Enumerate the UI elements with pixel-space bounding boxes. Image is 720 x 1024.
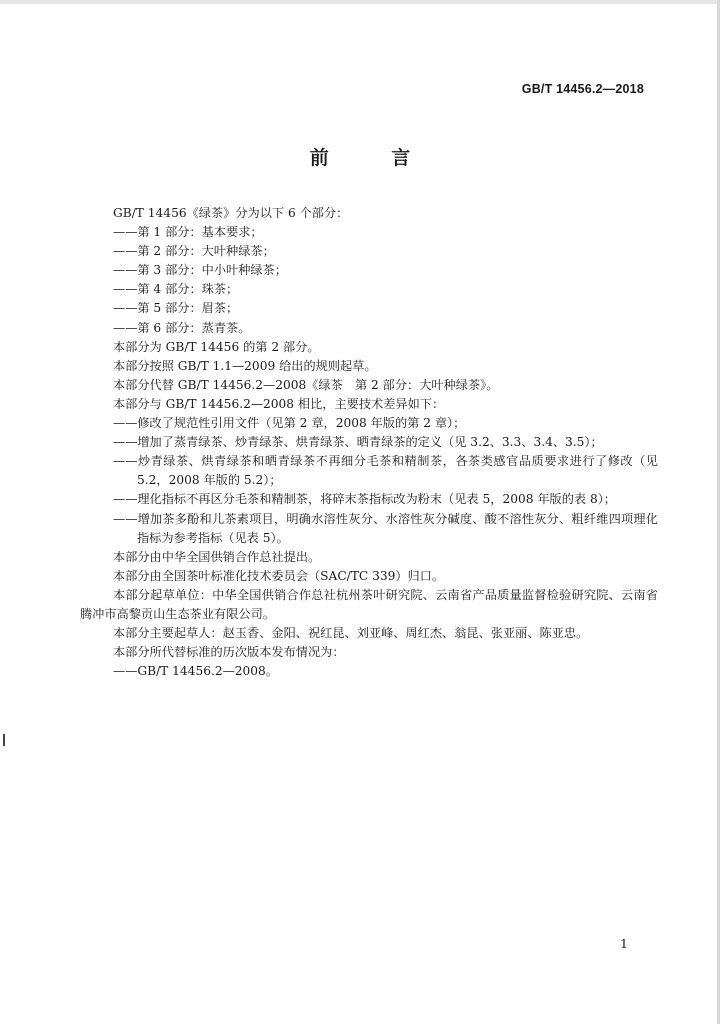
list-item: ——第 6 部分：蒸青茶。 [113, 320, 251, 335]
list-item: ——第 5 部分：眉茶； [113, 301, 239, 316]
list-item: ——第 3 部分：中小叶种绿茶； [113, 263, 287, 278]
list-item: ——增加茶多酚和儿茶素项目，明确水溶性灰分、水溶性灰分碱度、酸不溶性灰分、粗纤维四项理化指标为参考指标（见表 5）。 [113, 511, 658, 545]
paragraph: 本部分由中华全国供销合作总社提出。 [113, 549, 321, 564]
margin-mark [3, 734, 5, 746]
page-number: 1 [620, 936, 628, 951]
paragraph: 本部分为 GB/T 14456 的第 2 部分。 [113, 339, 320, 354]
list-item: ——增加了蒸青绿茶、炒青绿茶、烘青绿茶、晒青绿茶的定义（见 3.2、3.3、3.4、3.5）； [113, 435, 603, 450]
paragraph: 本部分主要起草人：赵玉香、金阳、祝红昆、刘亚峰、周红杰、翁昆、张亚丽、陈亚忠。 [113, 626, 589, 641]
page-title: 前 言 [309, 147, 439, 169]
list-item: ——第 4 部分：珠茶； [113, 282, 239, 297]
paragraph: 本部分按照 GB/T 1.1—2009 给出的规则起草。 [113, 358, 377, 373]
standard-number: GB/T 14456.2—2018 [521, 82, 644, 96]
list-item: ——第 2 部分：大叶种绿茶； [113, 244, 275, 259]
paragraph: 本部分与 GB/T 14456.2—2008 相比，主要技术差异如下： [113, 396, 445, 411]
scan-edge-top [0, 0, 720, 4]
foreword-body [80, 204, 658, 681]
list-item: ——炒青绿茶、烘青绿茶和晒青绿茶不再细分毛茶和精制茶，各茶类感官品质要求进行了修改（见 5.2，2008 年版的 5.2）； [113, 454, 658, 488]
paragraph: 本部分所代替标准的历次版本发布情况为： [113, 645, 345, 660]
paragraph: 本部分起草单位：中华全国供销合作总社杭州茶叶研究院、云南省产品质量监督检验研究院、云南省腾冲市高黎贡山生态茶业有限公司。 [80, 587, 658, 621]
list-item: ——GB/T 14456.2—2008。 [113, 664, 278, 679]
paragraph: GB/T 14456《绿茶》分为以下 6 个部分： [113, 206, 349, 220]
list-item: ——理化指标不再区分毛茶和精制茶，将碎末茶指标改为粉末（见表 5，2008 年版的表 8）； [113, 492, 616, 507]
list-item: ——第 1 部分：基本要求； [113, 225, 263, 240]
paragraph: 本部分由全国茶叶标准化技术委员会（SAC/TC 339）归口。 [113, 568, 445, 583]
list-item: ——修改了规范性引用文件（见第 2 章，2008 年版的第 2 章）； [113, 416, 466, 431]
paragraph: 本部分代替 GB/T 14456.2—2008《绿茶 第 2 部分：大叶种绿茶》。 [113, 377, 499, 392]
